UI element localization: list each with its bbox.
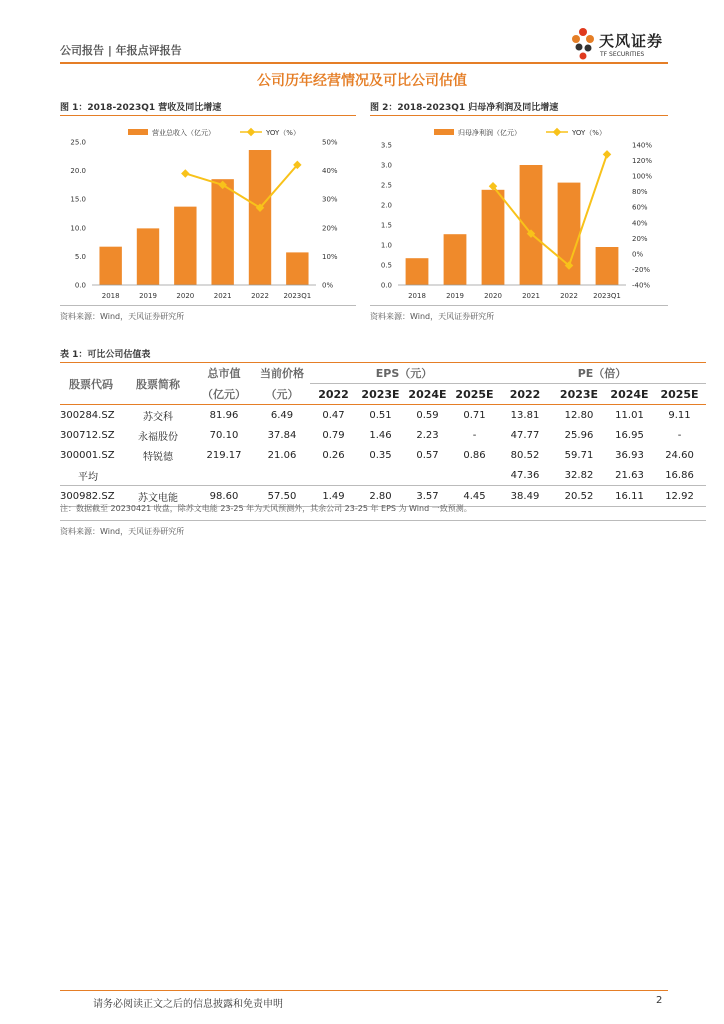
logo-flower-icon: [569, 24, 599, 64]
right-axis-tick-label: 30%: [322, 195, 338, 204]
cell-pe: 16.95: [615, 429, 644, 441]
right-axis-tick-label: 40%: [322, 167, 338, 176]
legend-bar-label: 归母净利润（亿元）: [458, 129, 521, 137]
cell-eps: 0.51: [369, 409, 392, 421]
table-row: [60, 405, 706, 426]
cell-eps: 0.35: [369, 449, 392, 461]
bar: [174, 207, 196, 285]
cell-pe: 36.93: [615, 449, 644, 461]
bar: [596, 247, 619, 285]
cell-name: [122, 465, 194, 486]
category-label: 2021: [522, 292, 540, 300]
right-axis-tick-label: -20%: [632, 265, 651, 274]
cell-eps: 0.57: [416, 449, 439, 461]
header-price: 当前价格: [260, 367, 304, 381]
header-eps-2025e: 2025E: [451, 384, 498, 405]
right-axis-tick-label: 10%: [322, 252, 338, 261]
cell-pe: 12.80: [564, 409, 594, 421]
right-axis-tick-label: 0%: [632, 250, 644, 259]
figure-2-bottom-rule: [370, 305, 668, 306]
left-axis-tick-label: 2.0: [380, 201, 392, 210]
cell-pe: 20.52: [552, 486, 606, 507]
figure-1-top-rule: [60, 115, 356, 116]
yoy-line: [493, 154, 607, 265]
category-label: 2020: [484, 292, 502, 300]
figure-1-bottom-rule: [60, 305, 356, 306]
right-axis-tick-label: 20%: [322, 224, 338, 233]
cell-mcap: 98.60: [194, 486, 254, 507]
left-axis-tick-label: 10.0: [70, 224, 86, 233]
cell-eps: [451, 465, 498, 486]
table-source: 资料来源：Wind，天风证券研究所: [60, 527, 185, 536]
logo-text-en: TF SECURITIES: [600, 51, 645, 58]
cell-eps: 0.26: [322, 449, 345, 461]
table-bottom-rule: [60, 520, 706, 521]
right-axis-tick-label: 50%: [322, 138, 338, 147]
cell-name: 苏交科: [143, 411, 173, 423]
cell-name: 特锐德: [143, 451, 173, 463]
legend-bar-swatch: [128, 129, 148, 135]
legend-line-label: YOY（%）: [572, 129, 606, 137]
right-axis-tick-label: 0%: [322, 281, 334, 290]
header-pe-2025e: 2025E: [653, 384, 706, 405]
footer-divider: [60, 990, 668, 991]
cell-pe: 25.96: [564, 429, 594, 441]
cell-eps: 0.59: [416, 409, 439, 421]
section-title: 公司历年经营情况及可比公司估值: [257, 73, 467, 89]
header-name: 股票简称: [122, 363, 194, 405]
cell-pe: 38.49: [498, 486, 552, 507]
left-axis-tick-label: 20.0: [70, 167, 86, 176]
bar: [211, 179, 233, 285]
header-pe-2024e: 2024E: [606, 384, 653, 405]
bar: [286, 252, 308, 285]
left-axis-tick-label: 3.0: [380, 161, 392, 170]
legend-bar-swatch: [434, 129, 454, 135]
bar: [444, 234, 467, 285]
figure-2-title: 图 2：2018-2023Q1 归母净利润及同比增速: [370, 103, 559, 113]
table-row: [60, 445, 706, 465]
category-label: 2019: [446, 292, 464, 300]
table-note: 注：数据截至 20230421 收盘，除苏文电能 23-25 年为天风预测外，其余公司 23-25 年 EPS 为 Wind 一致预测。: [60, 504, 472, 513]
logo-text-cn: 天风证券: [599, 32, 664, 50]
report-type-label: 公司报告 | 年报点评报告: [60, 44, 182, 57]
cell-price: 6.49: [270, 409, 294, 421]
left-axis-tick-label: 5.0: [74, 252, 86, 261]
header-price-unit: （元）: [254, 384, 310, 405]
cell-code: 平均: [60, 465, 122, 486]
left-axis-tick-label: 0.5: [380, 261, 392, 270]
right-axis-tick-label: 140%: [632, 141, 653, 150]
chart-legend: [128, 128, 300, 137]
bar: [406, 258, 429, 285]
cell-eps: 3.57: [404, 486, 451, 507]
table-row: [60, 465, 706, 486]
header-eps: EPS（元）: [310, 363, 498, 384]
header-mcap: 总市值: [207, 367, 241, 381]
cell-pe: 16.11: [606, 486, 653, 507]
left-axis-tick-label: 3.5: [380, 141, 392, 150]
category-label: 2021: [213, 292, 232, 300]
cell-pe: 12.92: [653, 486, 706, 507]
cell-pe: 47.36: [498, 465, 552, 486]
cell-code: 300001.SZ: [60, 449, 115, 461]
cell-eps: [310, 465, 357, 486]
cell-pe: 11.01: [615, 409, 644, 421]
valuation-table: [60, 363, 706, 507]
left-axis-tick-label: 25.0: [70, 138, 86, 147]
cell-price: [254, 465, 310, 486]
cell-pe: 80.52: [510, 449, 540, 461]
category-label: 2023Q1: [283, 292, 312, 300]
category-label: 2022: [560, 292, 578, 300]
right-axis-tick-label: -40%: [632, 281, 651, 290]
left-axis-tick-label: 0.0: [74, 281, 86, 290]
header-pe: PE（倍）: [498, 363, 706, 384]
cell-eps: 2.80: [357, 486, 404, 507]
chart-legend: [434, 128, 606, 137]
figure-2-source: 资料来源：Wind，天风证券研究所: [370, 312, 495, 321]
yoy-point: [181, 169, 189, 177]
bar: [249, 150, 271, 285]
cell-pe: 9.11: [668, 409, 691, 421]
right-axis-tick-label: 100%: [632, 172, 653, 181]
cell-pe: 24.60: [665, 449, 694, 461]
cell-mcap: 70.10: [209, 429, 239, 441]
cell-code: 300982.SZ: [60, 486, 122, 507]
footer-disclaimer: 请务必阅读正文之后的信息披露和免责申明: [93, 999, 283, 1010]
legend-line-label: YOY（%）: [266, 129, 300, 137]
left-axis-tick-label: 0.0: [380, 281, 392, 290]
cell-price: 57.50: [254, 486, 310, 507]
category-label: 2023Q1: [593, 292, 621, 300]
cell-pe: 13.81: [510, 409, 540, 421]
category-label: 2018: [101, 292, 120, 300]
cell-price: 37.84: [267, 429, 297, 441]
bar: [137, 228, 159, 285]
cell-eps: [357, 465, 404, 486]
cell-pe: 59.71: [564, 449, 594, 461]
cell-eps: [404, 465, 451, 486]
right-axis-tick-label: 40%: [632, 219, 648, 228]
legend-bar-label: 营业总收入（亿元）: [152, 129, 215, 137]
header-pe-2023e: 2023E: [552, 384, 606, 405]
category-label: 2020: [176, 292, 195, 300]
bar: [482, 190, 505, 285]
header-code: 股票代码: [60, 363, 122, 405]
category-label: 2019: [139, 292, 157, 300]
cell-eps: 0.79: [322, 429, 345, 441]
cell-mcap: 219.17: [206, 449, 242, 461]
header-eps-2024e: 2024E: [404, 384, 451, 405]
figure-1-source: 资料来源：Wind，天风证券研究所: [60, 312, 185, 321]
cell-eps: 0.47: [322, 409, 345, 421]
cell-eps: 4.45: [451, 486, 498, 507]
header-pe-2022: 2022: [498, 384, 552, 405]
header-mcap-unit: （亿元）: [194, 384, 254, 405]
left-axis-tick-label: 15.0: [70, 195, 86, 204]
left-axis-tick-label: 2.5: [380, 181, 392, 190]
yoy-line: [185, 165, 297, 208]
revenue-chart: [58, 120, 358, 305]
header-eps-2023e: 2023E: [357, 384, 404, 405]
right-axis-tick-label: 120%: [632, 157, 653, 166]
cell-mcap: 81.96: [209, 409, 239, 421]
cell-mcap: [194, 465, 254, 486]
right-axis-tick-label: 20%: [632, 234, 648, 243]
legend-line-marker: [247, 128, 255, 136]
cell-eps: 1.49: [310, 486, 357, 507]
cell-pe: 47.77: [510, 429, 540, 441]
right-axis-tick-label: 80%: [632, 188, 648, 197]
left-axis-tick-label: 1.0: [380, 241, 392, 250]
legend-line-marker: [553, 128, 561, 136]
header-eps-2022: 2022: [310, 384, 357, 405]
cell-pe: 21.63: [606, 465, 653, 486]
cell-name: 永福股份: [138, 431, 178, 443]
cell-eps: 1.46: [369, 429, 392, 441]
cell-code: 300712.SZ: [60, 429, 115, 441]
table-row: [60, 425, 706, 445]
cell-code: 300284.SZ: [60, 409, 115, 421]
cell-eps: -: [472, 429, 477, 441]
page-number: 2: [656, 995, 663, 1006]
table-title: 表 1：可比公司估值表: [60, 350, 151, 360]
bar: [99, 247, 121, 285]
cell-eps: 2.23: [416, 429, 439, 441]
cell-eps: 0.71: [463, 409, 486, 421]
cell-eps: 0.86: [463, 449, 486, 461]
cell-pe: 16.86: [653, 465, 706, 486]
cell-pe: -: [677, 429, 682, 441]
figure-2-top-rule: [370, 115, 668, 116]
cell-name: 苏文电能: [122, 486, 194, 507]
yoy-point: [603, 150, 611, 158]
left-axis-tick-label: 1.5: [380, 221, 392, 230]
category-label: 2018: [408, 292, 426, 300]
cell-pe: 32.82: [552, 465, 606, 486]
net-profit-chart: [368, 120, 670, 305]
figure-1-title: 图 1：2018-2023Q1 营收及同比增速: [60, 103, 222, 113]
right-axis-tick-label: 60%: [632, 203, 648, 212]
cell-price: 21.06: [267, 449, 297, 461]
category-label: 2022: [251, 292, 269, 300]
company-logo: [569, 24, 679, 64]
